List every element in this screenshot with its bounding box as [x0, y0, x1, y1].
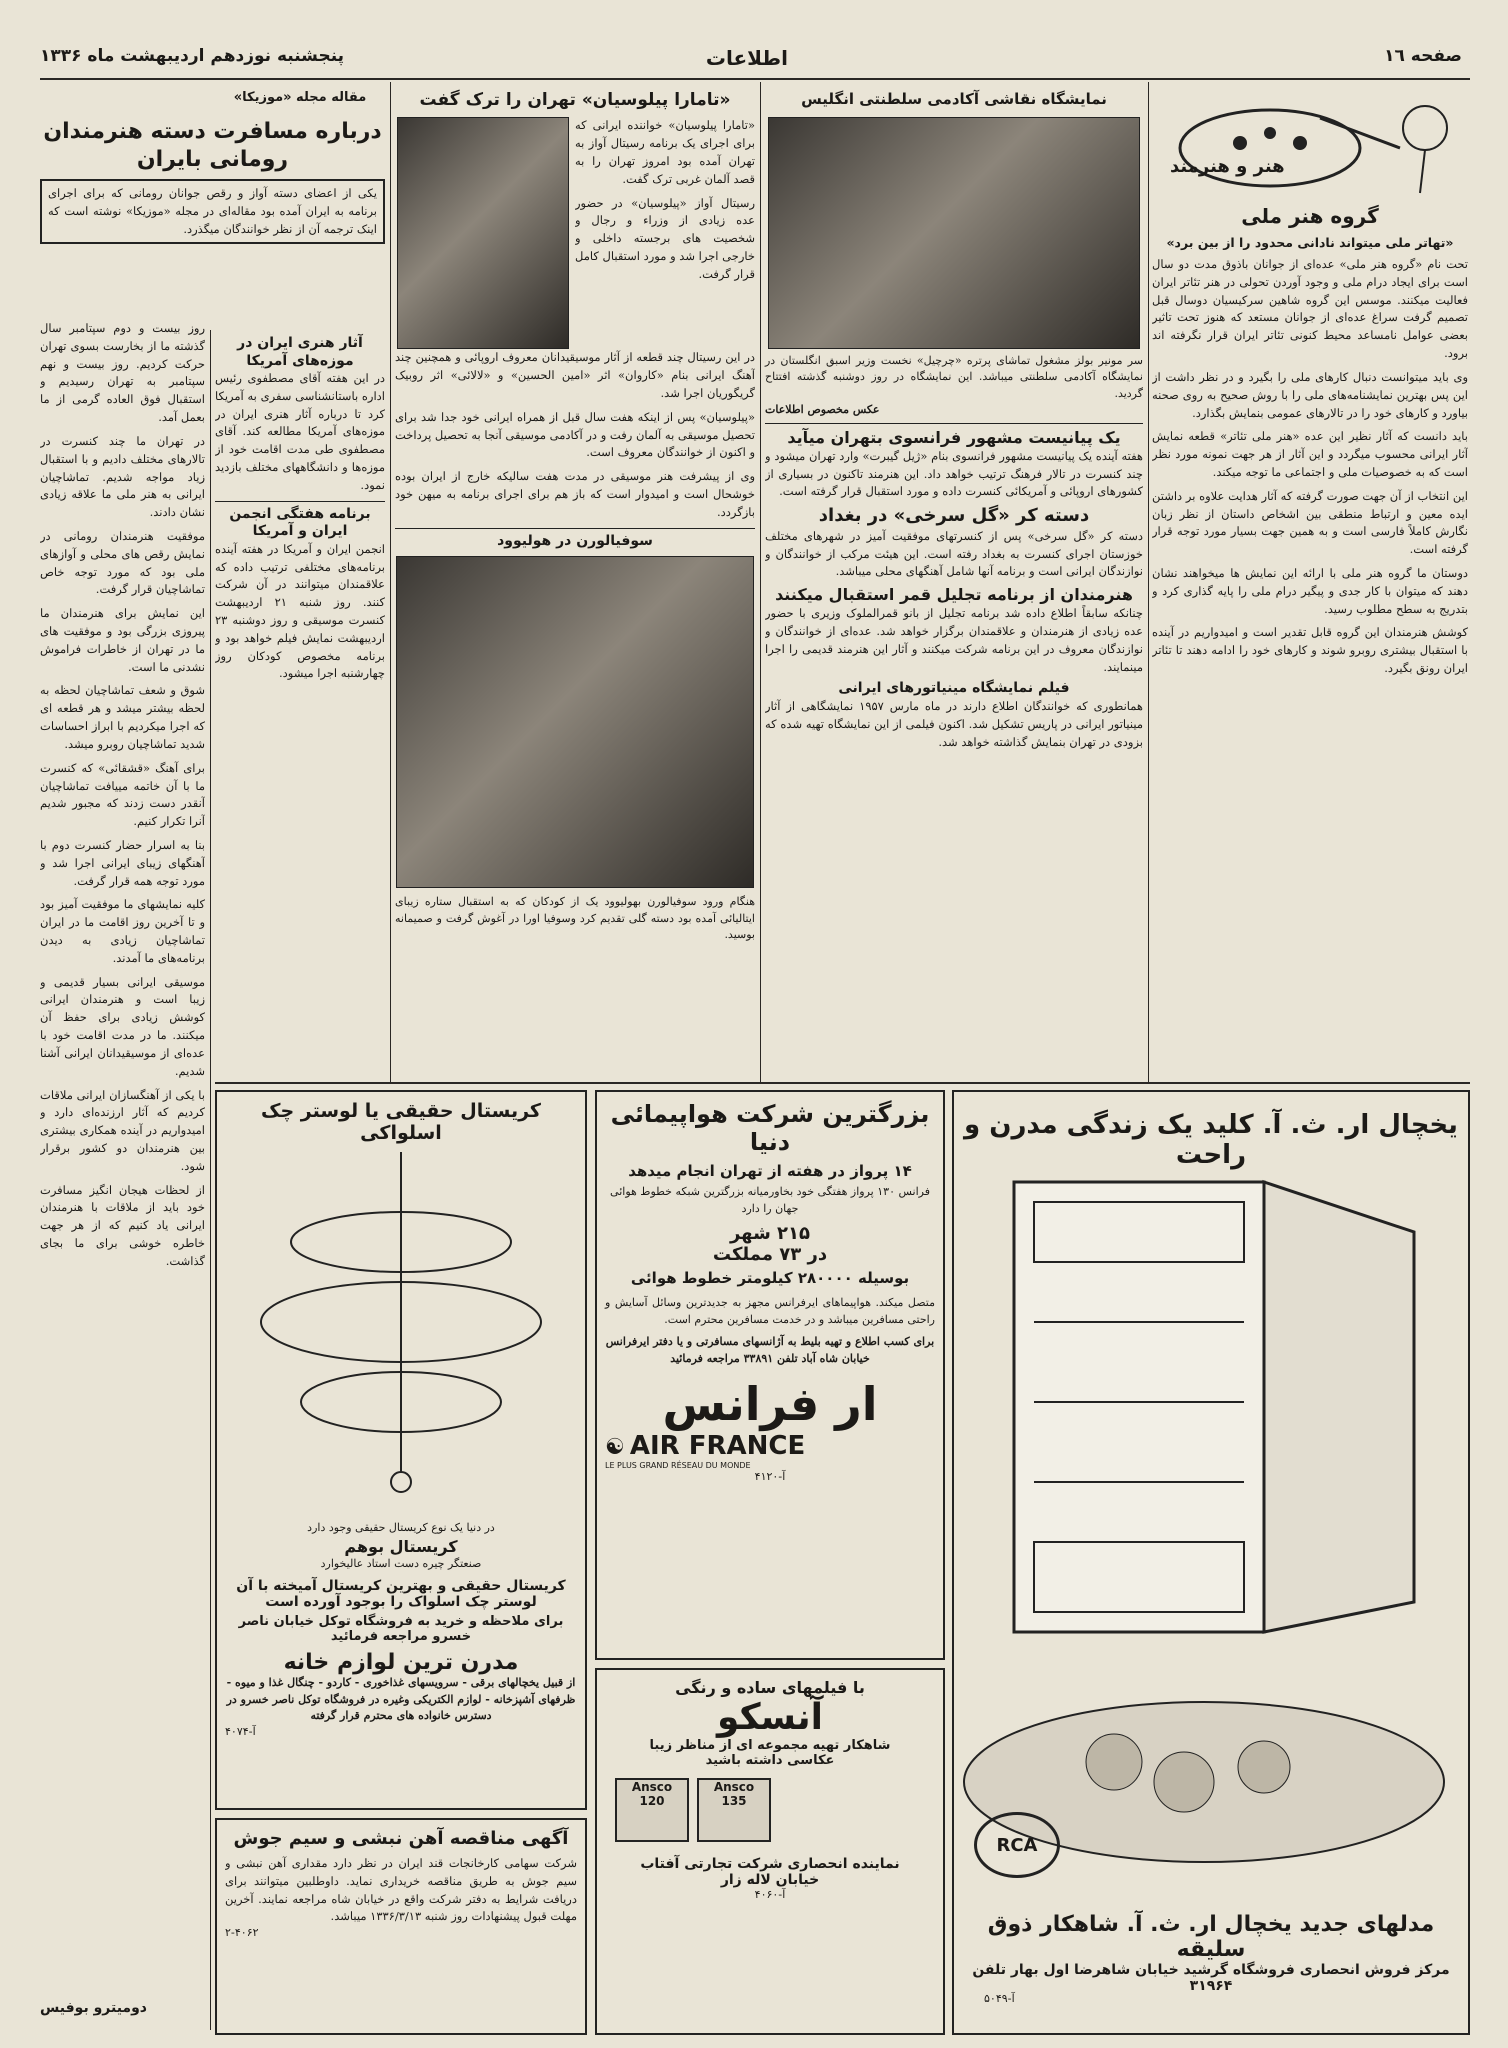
paragraph: «پیلوسیان» پس از اینکه هفت سال قبل از همراه ایرانی خود جدا شد برای تحصیل موسیقی به آلمان رفت و در آکادمی موسیقی آنجا به تحصیل پرداخت و اکنون از خوانندگان معروف است.	[395, 409, 755, 460]
crystal-shop: مدرن ترین لوازم خانه	[283, 1650, 519, 1675]
ansco-line2: شاهکار تهیه مجموعه ای از مناظر زیبا	[649, 1738, 891, 1753]
ansco-address: خیابان لاله زار	[720, 1872, 820, 1888]
paragraph: کوشش هنرمندان این گروه قابل تقدیر است و امیدواریم در آینده با استقبال بیشتری روبرو شوند و کارهای خود را ادامه دهند تا تئاتر ایران رونق بگیرد.	[1152, 625, 1468, 676]
paragraph: روز بیست و دوم سپتامبر سال گذشته ما از بخارست بسوی تهران حرکت کردیم. روز بیست و نهم سپتامبر به تهران رسیدیم و استقبال فوق العاده گرمی از ما بعمل آمد.	[40, 321, 205, 425]
crystal-code: آ-۴۰۷۴	[225, 1724, 256, 1738]
paragraph: از لحظات هیجان انگیز مسافرت خود باید از ملاقات با هنرمندان ایرانی یاد کنیم که از هر جهت خاطره خوشی برای ما بجای گذاشت.	[40, 1182, 205, 1268]
column-rule	[760, 82, 761, 1082]
paragraph: شوق و شعف تماشاچیان لحظه به لحظه بیشتر میشد و هر قطعه ای که اجرا میکردیم با ابراز احساسات شدید تماشاچیان روبرو میشد.	[40, 683, 205, 751]
col2-title: نمایشگاه نقاشی آکادمی سلطنتی انگلیس	[801, 90, 1107, 108]
col2-article4-body: چنانکه سابقاً اطلاع داده شد برنامه تجلیل از بانو قمرالملوک وزیری با حضور عده زیادی از هنرمندان و علاقمندان برگزار خواهد شد. عده‌ای از خوانندگان و نوازندگان معروف در این برنامه شرکت میکنند و آثار این هنرمند قدیمی را اجرا مینمایند.	[765, 606, 1143, 674]
column-5	[40, 320, 205, 2035]
crystal-text1: در دنیا یک نوع کریستال حقیقی وجود دارد	[307, 1521, 495, 1534]
paragraph: این نمایش برای هنرمندان ما پیروزی بزرگی بود و موفقیت های ما در تهران از خاطرات فراموش نشدنی ما است.	[40, 606, 205, 674]
airfrance-line2: فرانس ۱۳۰ پرواز هفتگی خود بخاورمیانه بزرگترین شبکه خطوط هوائی جهان را دارد	[610, 1185, 930, 1215]
col3-intro	[575, 117, 755, 347]
airfrance-headline: بزرگترین شرکت هواپیمائی دنیا	[610, 1100, 930, 1156]
airfrance-tagline: LE PLUS GRAND RÉSEAU DU MONDE	[605, 1461, 751, 1470]
ansco-box-label: Ansco	[631, 1780, 673, 1794]
column-rule	[390, 82, 391, 1082]
col2-article4-title: هنرمندان از برنامه تجلیل قمر استقبال میکنند	[775, 585, 1133, 605]
tender-headline: آگهی مناقصه آهن نبشی و سیم جوش	[233, 1828, 569, 1849]
paragraph: دوستان ما گروه هنر ملی با ارائه این نمایش ها میخواهند نشان دهند که میتوان با کار جدی و پیگیر درام ملی را پایه گذاری کرد و بتدریج به سطح مطلوب رسید.	[1152, 566, 1468, 616]
ansco-agent: نماینده انحصاری شرکت تجارتی آفتاب	[640, 1856, 900, 1872]
col1-subtitle: «تهاتر ملی میتواند نادانی محدود را از بین برد»	[1166, 235, 1454, 250]
singer-portrait-photo	[397, 117, 569, 349]
paragraph: موسیقی ایرانی بسیار قدیمی و زیبا است و هنرمندان ایرانی کوشش زیادی برای حفظ آن میکنند. ما در مدت اقامت خود با عده‌ای از موسیقیدانان ایرانی آشنا شدیم.	[40, 974, 205, 1078]
ansco-film-box	[615, 1778, 689, 1842]
tender-body: شرکت سهامی کارخانجات قند ایران در نظر دارد مقداری آهن نبشی و سیم جوش به طریق مناقصه خریداری نماید. داوطلبین میتوانند برای دریافت شرایط به دفتر شرکت واقع در خیابان شاه مراجعه نمایند. آخرین مهلت قبول پیشنهادات روز شنبه ۱۳۳۶/۳/۱۳ میباشد.	[225, 1856, 577, 1924]
fridge-ad-code: آ-۵۰۴۹	[984, 1992, 1015, 2005]
photo-credit: عکس مخصوص اطلاعات	[765, 403, 880, 417]
ansco-line3: عکاسی داشته باشید	[705, 1753, 835, 1768]
ansco-box-number: 120	[639, 1794, 665, 1808]
issue-date: پنجشنبه نوزدهم اردیبهشت ماه ۱۳۳۶	[40, 46, 345, 66]
col4-intro-box: یکی از اعضای دسته آواز و رقص جوانان رومانی که برای اجرای برنامه به ایران آمده بود مقاله‌ای در مجله «موزیکا» نوشته است که اینک ترجمه آن از نظر خوانندگان میگذرد.	[40, 179, 385, 244]
col4-title: درباره مسافرت دسته هنرمندان رومانی بایران	[43, 119, 382, 172]
airfrance-countries: در ۷۳ مملکت	[712, 1244, 828, 1265]
ad-rca-fridge	[952, 1090, 1470, 2035]
section-rule	[215, 1082, 1470, 1084]
col2-article5-title: فیلم نمایشگاه مینیاتورهای ایرانی	[838, 680, 1070, 697]
ansco-brand: آنسکو	[717, 1697, 823, 1738]
airfrance-seahorse-icon: ☯	[605, 1435, 625, 1460]
col4-article3-title: برنامه هفتگی انجمن ایران و آمریکا	[215, 501, 385, 541]
chandelier-illustration-icon	[226, 1152, 576, 1512]
paragraph: در تهران ما چند کنسرت در تالارهای مختلف دادیم و با استقبال زیاد مواجه شدیم. تماشاچیان ایرانی به هنر ملی ما علاقه زیادی نشان دادند.	[40, 433, 205, 520]
logo-block	[1150, 88, 1470, 198]
paragraph: رسیتال آواز «پیلوسیان» در حضور عده زیادی از وزراء و رجال و شخصیت های برجسته داخلی و خارجی اجرا شد و مورد استقبال کامل قرار گرفت.	[575, 195, 755, 281]
airfrance-logo: AIR FRANCE	[629, 1431, 806, 1461]
col3-photo2-title: سوفیالورن در هولیوود	[395, 528, 755, 551]
paragraph: این انتخاب از آن جهت صورت گرفته که آثار هدایت علاوه بر داشتن ایده معین و ارتباط منطقی بین اشخاص داستان از نظر زبان نگارش کاملاً فارسی است و به همین جهت بسیار مورد توجه قرار گرفته است.	[1152, 488, 1468, 557]
col2-article3-body: دسته کر «گل سرخی» پس از کنسرتهای موفقیت آمیز در شهرهای مختلف خوزستان اجرای کنسرت به بغداد رفته است. این هیئت مرکب از خوانندگان و نوازندگان ایرانی است و برنامه آنها شامل آهنگهای محلی میباشد.	[765, 528, 1143, 579]
ad-air-france	[595, 1090, 945, 1660]
col2-article2-body: هفته آینده یک پیانیست مشهور فرانسوی بنام «ژیل گیبرت» وارد تهران میشود و چند کنسرت در تالار فرهنگ ترتیب خواهد داد. این هنرمند تاکنون در بسیاری از کشورهای اروپائی و آمریکائی کنسرت داده و مورد استقبال قرار گرفته است.	[765, 448, 1143, 499]
col4-article2-body: در این هفته آقای مصطفوی رئیس اداره باستانشناسی سفری به آمریکا کرد تا درباره آثار هنری ایران در موزه‌های آمریکا مطالعه کند. آقای مصطفوی طی مدت اقامت خود از موزه‌ها و دانشگاههای مختلف بازدید نمود.	[215, 371, 385, 492]
paragraph: باید دانست که آثار نظیر این عده «هنر ملی تئاتر» قطعه نمایش آثار ایرانی محسوب میگردد و این آثار از هر جهت نمونه مورد نظر است که به خصوصیات ملی و اجتماعی ما توجه میکند.	[1152, 429, 1468, 479]
ansco-box-number: 135	[721, 1794, 747, 1808]
rca-logo	[974, 1812, 1060, 1878]
fridge-ad-headline: یخچال ار. ث. آ. کلید یک زندگی مدرن و راحت	[964, 1110, 1458, 1170]
airfrance-code: آ-۴۱۲۰	[754, 1470, 786, 1483]
col5-signature: دومیترو بوفیس	[40, 2000, 147, 2016]
col3-photo2-caption: هنگام ورود سوفیالورن بهولیوود یک از کودکان که به استقبال ستاره زیبای ایتالیائی آمده بود دسته گلی تقدیم کرد وسوفیا اورا در آغوش گرفت و صمیمانه بوسید.	[395, 895, 755, 942]
crystal-headline: کریستال حقیقی یا لوستر چک اسلواکی	[261, 1100, 541, 1144]
col2-article2-title: یک پیانیست مشهور فرانسوی بتهران میآید	[765, 423, 1143, 448]
airfrance-km: بوسیله ۲۸۰۰۰۰ کیلومتر خطوط هوائی	[630, 1269, 910, 1287]
paragraph: وی باید میتوانست دنبال کارهای ملی را بگیرد و در نظر داشت از این پس بهترین نمایشنامه‌های ملی را با روش صحیح به روی صحنه بیاورد و کارهای خود را در تالارهای عمومی بنمایش بگذارد.	[1152, 369, 1468, 420]
col2-article5-body: همانطوری که خوانندگان اطلاع دارند در ماه مارس ۱۹۵۷ نمایشگاهی از آثار مینیاتور ایرانی در پاریس تشکیل شد. اکنون فیلمی از این نمایشگاه تهیه شده که بزودی در تهران بنمایش گذاشته خواهد شد.	[765, 698, 1143, 749]
col2-photo-caption: سر مونیر بولز مشغول تماشای پرتره «چرچیل» نخست وزیر اسبق انگلستان در نمایشگاه آکادمی سلطنتی میباشد. این نمایشگاه در روز دوشنبه گذشته افتتاح گردید.	[765, 353, 1143, 400]
airfrance-contact: برای کسب اطلاع و تهیه بلیط به آژانسهای مسافرتی و یا دفتر ایرفرانس خیابان شاه آباد تلفن ۳۳۸۹۱ مراجعه فرمائید	[605, 1335, 935, 1365]
paragraph: موفقیت هنرمندان رومانی در نمایش رقص های محلی و آوازهای ملی بود که مورد توجه خاص تماشاچیان قرار گرفت.	[40, 528, 205, 597]
airfrance-body: متصل میکند. هواپیماهای ایرفرانس مجهز به جدیدترین وسائل آسایش و راحتی مسافرین میباشد و در خدمت مسافرین محترم است.	[605, 1296, 935, 1326]
col4-headline-block	[40, 118, 385, 244]
paragraph: با یکی از آهنگسازان ایرانی ملاقات کردیم که آثار ارزنده‌ای دارد و امیدواریم در آینده همکاری بیشتری بین هنرمندان دو کشور برقرار شود.	[40, 1087, 205, 1173]
rca-brand: RCA	[996, 1834, 1038, 1856]
paragraph: «تامارا پیلوسیان» خواننده ایرانی که برای اجرای یک برنامه رسیتال آواز به تهران آمده بود امروز تهران را به قصد آلمان غربی ترک گفت.	[575, 118, 755, 186]
masthead	[0, 46, 1508, 70]
col5-body	[40, 320, 205, 2000]
col1-body	[1152, 256, 1468, 1056]
tender-code: ۲-۴۰۶۲	[225, 1926, 259, 1940]
paper-name: اطلاعات	[705, 46, 788, 70]
column-2	[765, 90, 1143, 1078]
airfrance-persian-name: ار فرانس	[662, 1377, 878, 1431]
sophia-loren-photo	[396, 556, 754, 888]
column-rule	[210, 330, 211, 2030]
paragraph: وی از پیشرفت هنر موسیقی در مدت هفت سالیکه خارج از ایران بوده خوشحال است و امیدوار است که باز هم برای اجرای برنامه به میهن خود بازگردد.	[395, 469, 755, 519]
ad-ansco	[595, 1668, 945, 2035]
airfrance-line1: ۱۴ پرواز در هفته از تهران انجام میدهد	[628, 1162, 912, 1180]
crystal-text4: کریستال حقیقی و بهترین کریستال آمیخته با آن لوستر چک اسلواک را بوجود آورده است	[236, 1578, 566, 1610]
fridge-illustration-icon	[954, 1172, 1468, 1872]
col3-body	[395, 349, 755, 527]
airfrance-cities: ۲۱۵ شهر	[729, 1223, 811, 1244]
fridge-ad-store: مرکز فروش انحصاری فروشگاه گرشید خیابان شاهرضا اول بهار تلفن ۳۱۹۶۴	[972, 1962, 1450, 1994]
column-1	[1152, 204, 1468, 1074]
column-rule	[1148, 82, 1149, 1082]
crystal-text5: برای ملاحظه و خرید به فروشگاه توکل خیابان ناصر خسرو مراجعه فرمائید	[238, 1614, 564, 1644]
churchill-portrait-photo	[768, 117, 1140, 349]
crystal-text3: صنعتگر چیره دست استاد عالیخوارد	[320, 1556, 482, 1570]
col3-title: «تامارا پیلوسیان» تهران را ترک گفت	[419, 90, 731, 110]
palette-logo-icon	[1150, 88, 1470, 198]
ansco-line1: با فیلمهای ساده و رنگی	[675, 1678, 865, 1697]
masthead-rule	[40, 78, 1470, 80]
col4-article2-title: آثار هنری ایران در موزه‌های آمریکا	[237, 335, 363, 369]
page-number: صفحه ۱٦	[1384, 46, 1462, 66]
col4-kicker: مقاله مجله «موزیکا»	[233, 90, 367, 105]
logo-text: هنر و هنرمند	[1170, 156, 1285, 177]
crystal-text6: از قبیل یخچالهای برقی - سرویسهای غذاخوری - کاردو - چنگال غذا و میوه - ظرفهای آشپزخانه - لوازم الکتریکی وغیره در فروشگاه توکل ناصر خسرو در دسترس خانواده های محترم قرار گرفته	[226, 1676, 576, 1722]
col4-article3-body: انجمن ایران و آمریکا در هفته آینده برنامه‌های مختلفی ترتیب داده که علاقمندان میتوانند در آن شرکت کنند. روز شنبه ۲۱ اردیبهشت کنسرت موسیقی و روز دوشنبه ۲۳ اردیبهشت نمایش فیلم خواهد بود و برنامه مخصوص کودکان روز چهارشنبه اجرا میشود.	[215, 541, 385, 681]
ad-crystal	[215, 1090, 587, 1810]
ansco-code: آ-۴۰۶۰	[754, 1888, 786, 1901]
paragraph: کلیه نمایشهای ما موفقیت آمیز بود و تا آخرین روز اقامت ما در ایران تماشاچیان زیادی به دیدن برنامه‌های ما آمدند.	[40, 897, 205, 965]
paragraph: بنا به اسرار حضار کنسرت دوم با آهنگهای زیبای ایرانی اجرا شد و مورد توجه همه قرار گرفت.	[40, 837, 205, 888]
paragraph: در این رسیتال چند قطعه از آثار موسیقیدانان معروف اروپائی و همچنین چند آهنگ ایرانی بنام «کاروان» اثر «امین الحسین» و «لالائی» اثر روبیک گریگوریان اجرا شد.	[395, 350, 755, 400]
paragraph: برای آهنگ «قشقائی» که کنسرت ما با آن خاتمه مییافت تماشاچیان آنقدر دست زدند که مجبور شدیم آنرا تکرار کنیم.	[40, 760, 205, 829]
ansco-film-box	[697, 1778, 771, 1842]
column-4-body	[215, 335, 385, 1075]
crystal-text2: کریستال بوهم	[344, 1536, 458, 1556]
ad-tender	[215, 1818, 587, 2035]
paragraph: تحت نام «گروه هنر ملی» عده‌ای از جوانان باذوق مدت دو سال است برای ایجاد درام ملی و وجود آوردن تحولی در هنر تئاتر ایران فعالیت میکنند. موسس این گروه شاهین سرکیسیان دوسال قبل تصمیم گرفت سراغ عده‌ای از جوانان مستعد که هنوز تحت تاثیر بعضی عوامل نامساعد محیط کنونی تئاتر ایران قرار نگرفته اند برود.	[1152, 257, 1468, 361]
col2-article3-title: دسته کر «گل سرخی» در بغداد	[818, 505, 1090, 527]
fridge-ad-footer: مدلهای جدید یخچال ار. ث. آ. شاهکار ذوق سلیقه	[987, 1912, 1435, 1962]
column-3	[395, 90, 755, 1078]
ansco-box-label: Ansco	[713, 1780, 755, 1794]
col1-title: گروه هنر ملی	[1241, 204, 1379, 228]
